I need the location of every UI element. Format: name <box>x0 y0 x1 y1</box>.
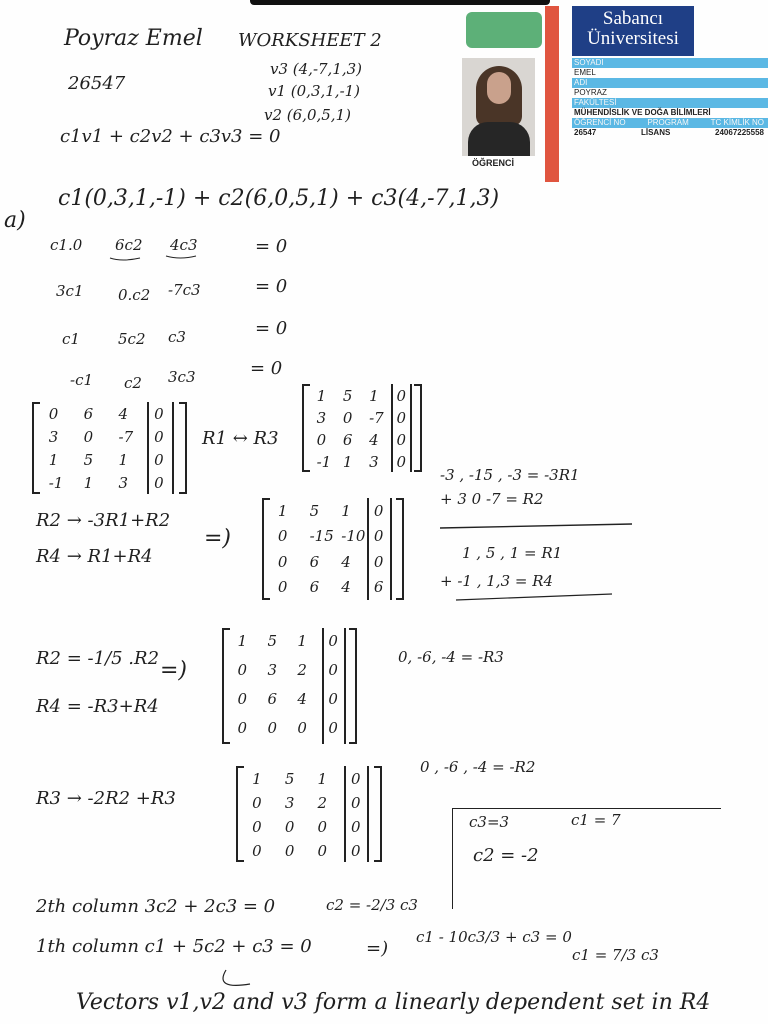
matrix-cell: 1 <box>369 387 379 406</box>
matrix-cell: 6 <box>342 431 353 450</box>
matrix-cell: 5 <box>342 387 353 406</box>
matrix-rhs-cell: 0 <box>373 501 384 520</box>
sys-r1-eq: = 0 <box>255 236 288 257</box>
sys-r2-c2: 0.c2 <box>118 286 151 304</box>
matrix-cell: 0 <box>48 405 59 424</box>
sum-line-1 <box>440 524 632 528</box>
matrix-cell: 0 <box>252 793 262 812</box>
matrix-cell: 3 <box>369 453 379 472</box>
vector-v2: v2 (6,0,5,1) <box>264 106 351 124</box>
sys-r2-c3: -7c3 <box>168 281 201 299</box>
row-op-scale: R2 = -1/5 .R2 <box>36 648 160 669</box>
matrix-cell: -10 <box>341 527 366 546</box>
answer-c2: c2 = -2 <box>473 845 539 866</box>
sys-r2-c1: 3c1 <box>56 282 84 300</box>
student-no-value: 26547 <box>574 128 597 137</box>
matrix-cell: 0 <box>277 527 288 546</box>
matrix-cell: 1 <box>297 632 307 651</box>
matrix-cell: 1 <box>316 387 327 406</box>
student-number: 26547 <box>68 73 126 94</box>
substitution-arrow <box>223 970 250 985</box>
sys-r1-c3: 4c3 <box>170 236 198 254</box>
student-name: Poyraz Emel <box>64 26 203 51</box>
matrix-cell: -1 <box>48 474 64 493</box>
matrix-cell: 1 <box>83 474 94 493</box>
side-calc-3: 1 , 5 , 1 = R1 <box>462 544 563 562</box>
faculty-value: MÜHENDİSLİK VE DOĞA BİLİMLERİ <box>574 108 711 117</box>
university-name-line1: Sabancı <box>602 8 664 29</box>
row-op-r4: R4 → R1+R4 <box>36 546 153 567</box>
sys-r3-c2: 5c2 <box>118 330 146 348</box>
vector-v3: v3 (4,-7,1,3) <box>270 60 363 78</box>
row-op-r2: R2 → -3R1+R2 <box>36 510 171 531</box>
matrix-cell: 6 <box>309 552 320 571</box>
tc-label: TC KİMLİK NO <box>710 118 764 127</box>
side-calc-1: -3 , -15 , -3 = -3R1 <box>440 466 580 484</box>
part-label: a) <box>4 208 26 233</box>
student-no-label: ÖĞRENCİ NO <box>574 118 626 127</box>
matrix-cell: 4 <box>118 405 129 424</box>
matrix-cell: 6 <box>309 578 320 597</box>
matrix-cell: 1 <box>237 632 248 651</box>
matrix-cell: 0 <box>252 841 262 860</box>
matrix-cell: 4 <box>341 578 351 597</box>
matrix-cell: -1 <box>316 453 332 472</box>
matrix-cell: 0 <box>284 841 295 860</box>
sys-r4-eq: = 0 <box>250 358 283 379</box>
row-op-r4b: R4 = -R3+R4 <box>36 696 159 717</box>
answer-c3: c3=3 <box>469 813 510 831</box>
row-swap-label: R1 ↔ R3 <box>202 428 279 449</box>
matrix-cell: 0 <box>277 552 288 571</box>
matrix-rhs-cell: 0 <box>396 387 407 406</box>
matrix-rhs-cell: 0 <box>328 661 338 680</box>
matrix-cell: 6 <box>267 690 277 709</box>
c1-substitution: c1 - 10c3/3 + c3 = 0 <box>416 928 572 946</box>
matrix-cell: -7 <box>369 409 384 428</box>
matrix-cell: 0 <box>252 817 262 836</box>
matrix-rhs-cell: 6 <box>373 578 384 597</box>
linear-combination-equation: c1v1 + c2v2 + c3v3 = 0 <box>60 126 281 147</box>
matrix-cell: 5 <box>83 451 94 470</box>
photo-label: ÖĞRENCİ <box>472 158 515 168</box>
vector-v1: v1 (0,3,1,-1) <box>268 82 361 100</box>
sys-r4-c3: 3c3 <box>168 368 196 386</box>
matrix-cell: 0 <box>267 719 277 738</box>
matrix-cell: 1 <box>277 501 288 520</box>
matrix-cell: 0 <box>342 409 353 428</box>
surname-label: SOYADI <box>572 58 768 68</box>
worksheet-title: WORKSHEET 2 <box>238 30 382 51</box>
matrix-rhs-cell: 0 <box>154 405 164 424</box>
name-label: ADI <box>572 78 768 88</box>
matrix-cell: 1 <box>341 501 351 520</box>
matrix-cell: 2 <box>297 661 307 680</box>
program-label: PROGRAM <box>647 118 689 127</box>
second-column-equation: 2th column 3c2 + 2c3 = 0 <box>36 896 276 917</box>
matrix-cell: 3 <box>48 428 59 447</box>
sys-r3-c1: c1 <box>62 330 80 348</box>
matrix-cell: -15 <box>309 527 334 546</box>
matrix-cell: 0 <box>284 817 295 836</box>
matrix-cell: 0 <box>317 841 328 860</box>
matrix-cell: 4 <box>341 552 351 571</box>
side-calc-4: + -1 , 1,3 = R4 <box>440 572 554 590</box>
matrix-cell: 2 <box>317 793 328 812</box>
matrix-cell: 0 <box>237 719 248 738</box>
matrix-rhs-cell: 0 <box>351 817 361 836</box>
matrix-cell: 1 <box>48 451 59 470</box>
implies-arrow-3: =) <box>366 938 389 959</box>
matrix-cell: 3 <box>267 661 277 680</box>
program-value: LİSANS <box>640 128 671 137</box>
matrix-cell: 0 <box>277 578 288 597</box>
row-op-r3: R3 → -2R2 +R3 <box>36 788 176 809</box>
sys-r1-c1: c1.0 <box>50 236 83 254</box>
university-name-line2: Üniversitesi <box>587 28 679 49</box>
side-calc-6: 0 , -6 , -4 = -R2 <box>420 758 536 776</box>
side-calc-5: 0, -6, -4 = -R3 <box>398 648 504 666</box>
sys-r1-c2: 6c2 <box>115 236 143 254</box>
matrix-cell: 4 <box>369 431 379 450</box>
matrix-cell: 1 <box>342 453 353 472</box>
matrix-cell: 0 <box>316 431 327 450</box>
sys-r3-eq: = 0 <box>255 318 288 339</box>
matrix-rhs-cell: 0 <box>328 690 338 709</box>
matrix-cell: 3 <box>284 793 295 812</box>
matrix-rhs-cell: 0 <box>396 409 407 428</box>
conclusion-text: Vectors v1,v2 and v3 form a linearly dependent set in R4 <box>76 990 711 1015</box>
matrix-rhs-cell: 0 <box>351 793 361 812</box>
matrix-rhs-cell: 0 <box>154 474 164 493</box>
c1-solution: c1 = 7/3 c3 <box>572 946 659 964</box>
sys-r4-c1: -c1 <box>70 371 94 389</box>
matrix-cell: 5 <box>284 769 295 788</box>
matrix-cell: 4 <box>297 690 307 709</box>
combination-expression: c1(0,3,1,-1) + c2(6,0,5,1) + c3(4,-7,1,3) <box>58 186 500 211</box>
matrix-cell: 0 <box>237 690 248 709</box>
matrix-rhs-cell: 0 <box>396 431 407 450</box>
matrix-cell: 5 <box>267 632 277 651</box>
matrix-rhs-cell: 0 <box>396 453 407 472</box>
matrix-cell: 1 <box>317 769 328 788</box>
matrix-cell: 0 <box>237 661 248 680</box>
sys-r2-eq: = 0 <box>255 276 288 297</box>
matrix-cell: -7 <box>118 428 134 447</box>
matrix-rhs-cell: 0 <box>154 451 164 470</box>
underline-6c2 <box>110 258 140 260</box>
matrix-rhs-cell: 0 <box>373 552 384 571</box>
tc-value: 24067225558 <box>715 128 764 137</box>
matrix-cell: 1 <box>118 451 129 470</box>
matrix-rhs-cell: 0 <box>328 719 338 738</box>
c2-solution: c2 = -2/3 c3 <box>326 896 418 914</box>
matrix-rhs-cell: 0 <box>328 632 338 651</box>
matrix-cell: 1 <box>252 769 262 788</box>
sys-r4-c2: c2 <box>124 374 142 392</box>
matrix-cell: 0 <box>317 817 328 836</box>
name-value: POYRAZ <box>574 88 607 97</box>
matrix-cell: 3 <box>316 409 327 428</box>
sys-r3-c3: c3 <box>168 328 186 346</box>
implies-arrow-1: =) <box>204 526 232 551</box>
matrix-rhs-cell: 0 <box>351 769 361 788</box>
surname-value: EMEL <box>574 68 596 77</box>
answer-c1: c1 = 7 <box>571 811 621 829</box>
matrix-rhs-cell: 0 <box>373 527 384 546</box>
matrix-rhs-cell: 0 <box>154 428 164 447</box>
matrix-cell: 3 <box>118 474 129 493</box>
implies-arrow-2: =) <box>160 658 188 683</box>
matrix-rhs-cell: 0 <box>351 841 361 860</box>
side-calc-2: + 3 0 -7 = R2 <box>440 490 544 508</box>
matrix-cell: 0 <box>83 428 94 447</box>
first-column-equation: 1th column c1 + 5c2 + c3 = 0 <box>36 936 312 957</box>
underline-4c3 <box>166 256 196 258</box>
matrix-cell: 5 <box>309 501 320 520</box>
faculty-label: FAKÜLTESİ <box>572 98 768 108</box>
matrix-cell: 0 <box>297 719 307 738</box>
sum-line-2 <box>456 594 612 600</box>
matrix-cell: 6 <box>83 405 94 424</box>
